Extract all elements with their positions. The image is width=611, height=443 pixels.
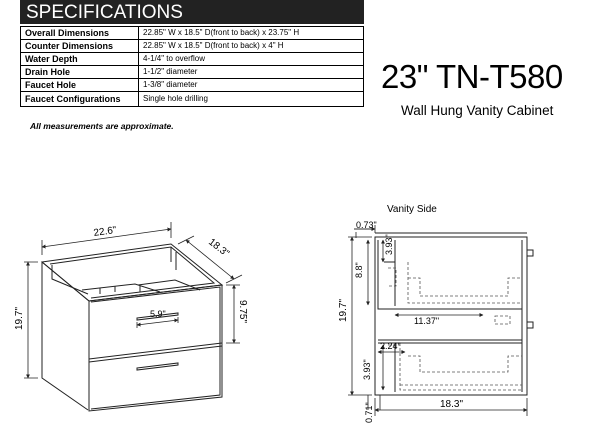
product-model: 23" TN-T580 [381, 58, 563, 95]
spec-value: 1-3/8" diameter [139, 79, 364, 92]
depth-label: 18.3" [206, 236, 232, 260]
cabinet-front-view [42, 244, 222, 411]
side-hidden-lines [388, 262, 522, 390]
specifications-header: SPECIFICATIONS [20, 0, 364, 24]
spec-label: Faucet Hole [21, 79, 139, 92]
spec-value: Single hole drilling [139, 92, 364, 107]
spec-value: 4-1/4" to overflow [139, 53, 364, 66]
side-view-title: Vanity Side [387, 204, 437, 215]
spec-label: Faucet Configurations [21, 92, 139, 107]
lower-height-label: 3.93" [362, 359, 372, 380]
inner-width-label: 11.37" [414, 316, 440, 326]
spec-value: 1-1/2" diameter [139, 66, 364, 79]
upper-height-label: 3.93" [384, 234, 394, 255]
handle-width-label: 5.9" [150, 309, 166, 319]
width-label: 22.6" [92, 224, 118, 239]
side-depth-label: 18.3" [440, 399, 464, 410]
spec-value: 22.85" W x 18.5" D(front to back) x 4" H [139, 40, 364, 53]
measurement-note: All measurements are approximate. [30, 121, 174, 131]
bottom-offset-label: 0.71" [364, 402, 374, 423]
lower-offset-label: 2.24" [380, 341, 401, 351]
spec-label: Overall Dimensions [21, 27, 139, 40]
drawer-height-label: 9.75" [237, 300, 248, 324]
spec-label: Drain Hole [21, 66, 139, 79]
cabinet-side-view [375, 233, 533, 395]
spec-value: 22.85" W x 18.5" D(front to back) x 23.75" H [139, 27, 364, 40]
height-label: 19.7" [14, 306, 25, 330]
upper-depth-label: 8.8" [354, 262, 364, 278]
side-height-label: 19.7" [338, 298, 349, 322]
top-offset-label: 0.73" [356, 220, 377, 230]
product-description: Wall Hung Vanity Cabinet [401, 103, 554, 118]
spec-label: Water Depth [21, 53, 139, 66]
spec-label: Counter Dimensions [21, 40, 139, 53]
